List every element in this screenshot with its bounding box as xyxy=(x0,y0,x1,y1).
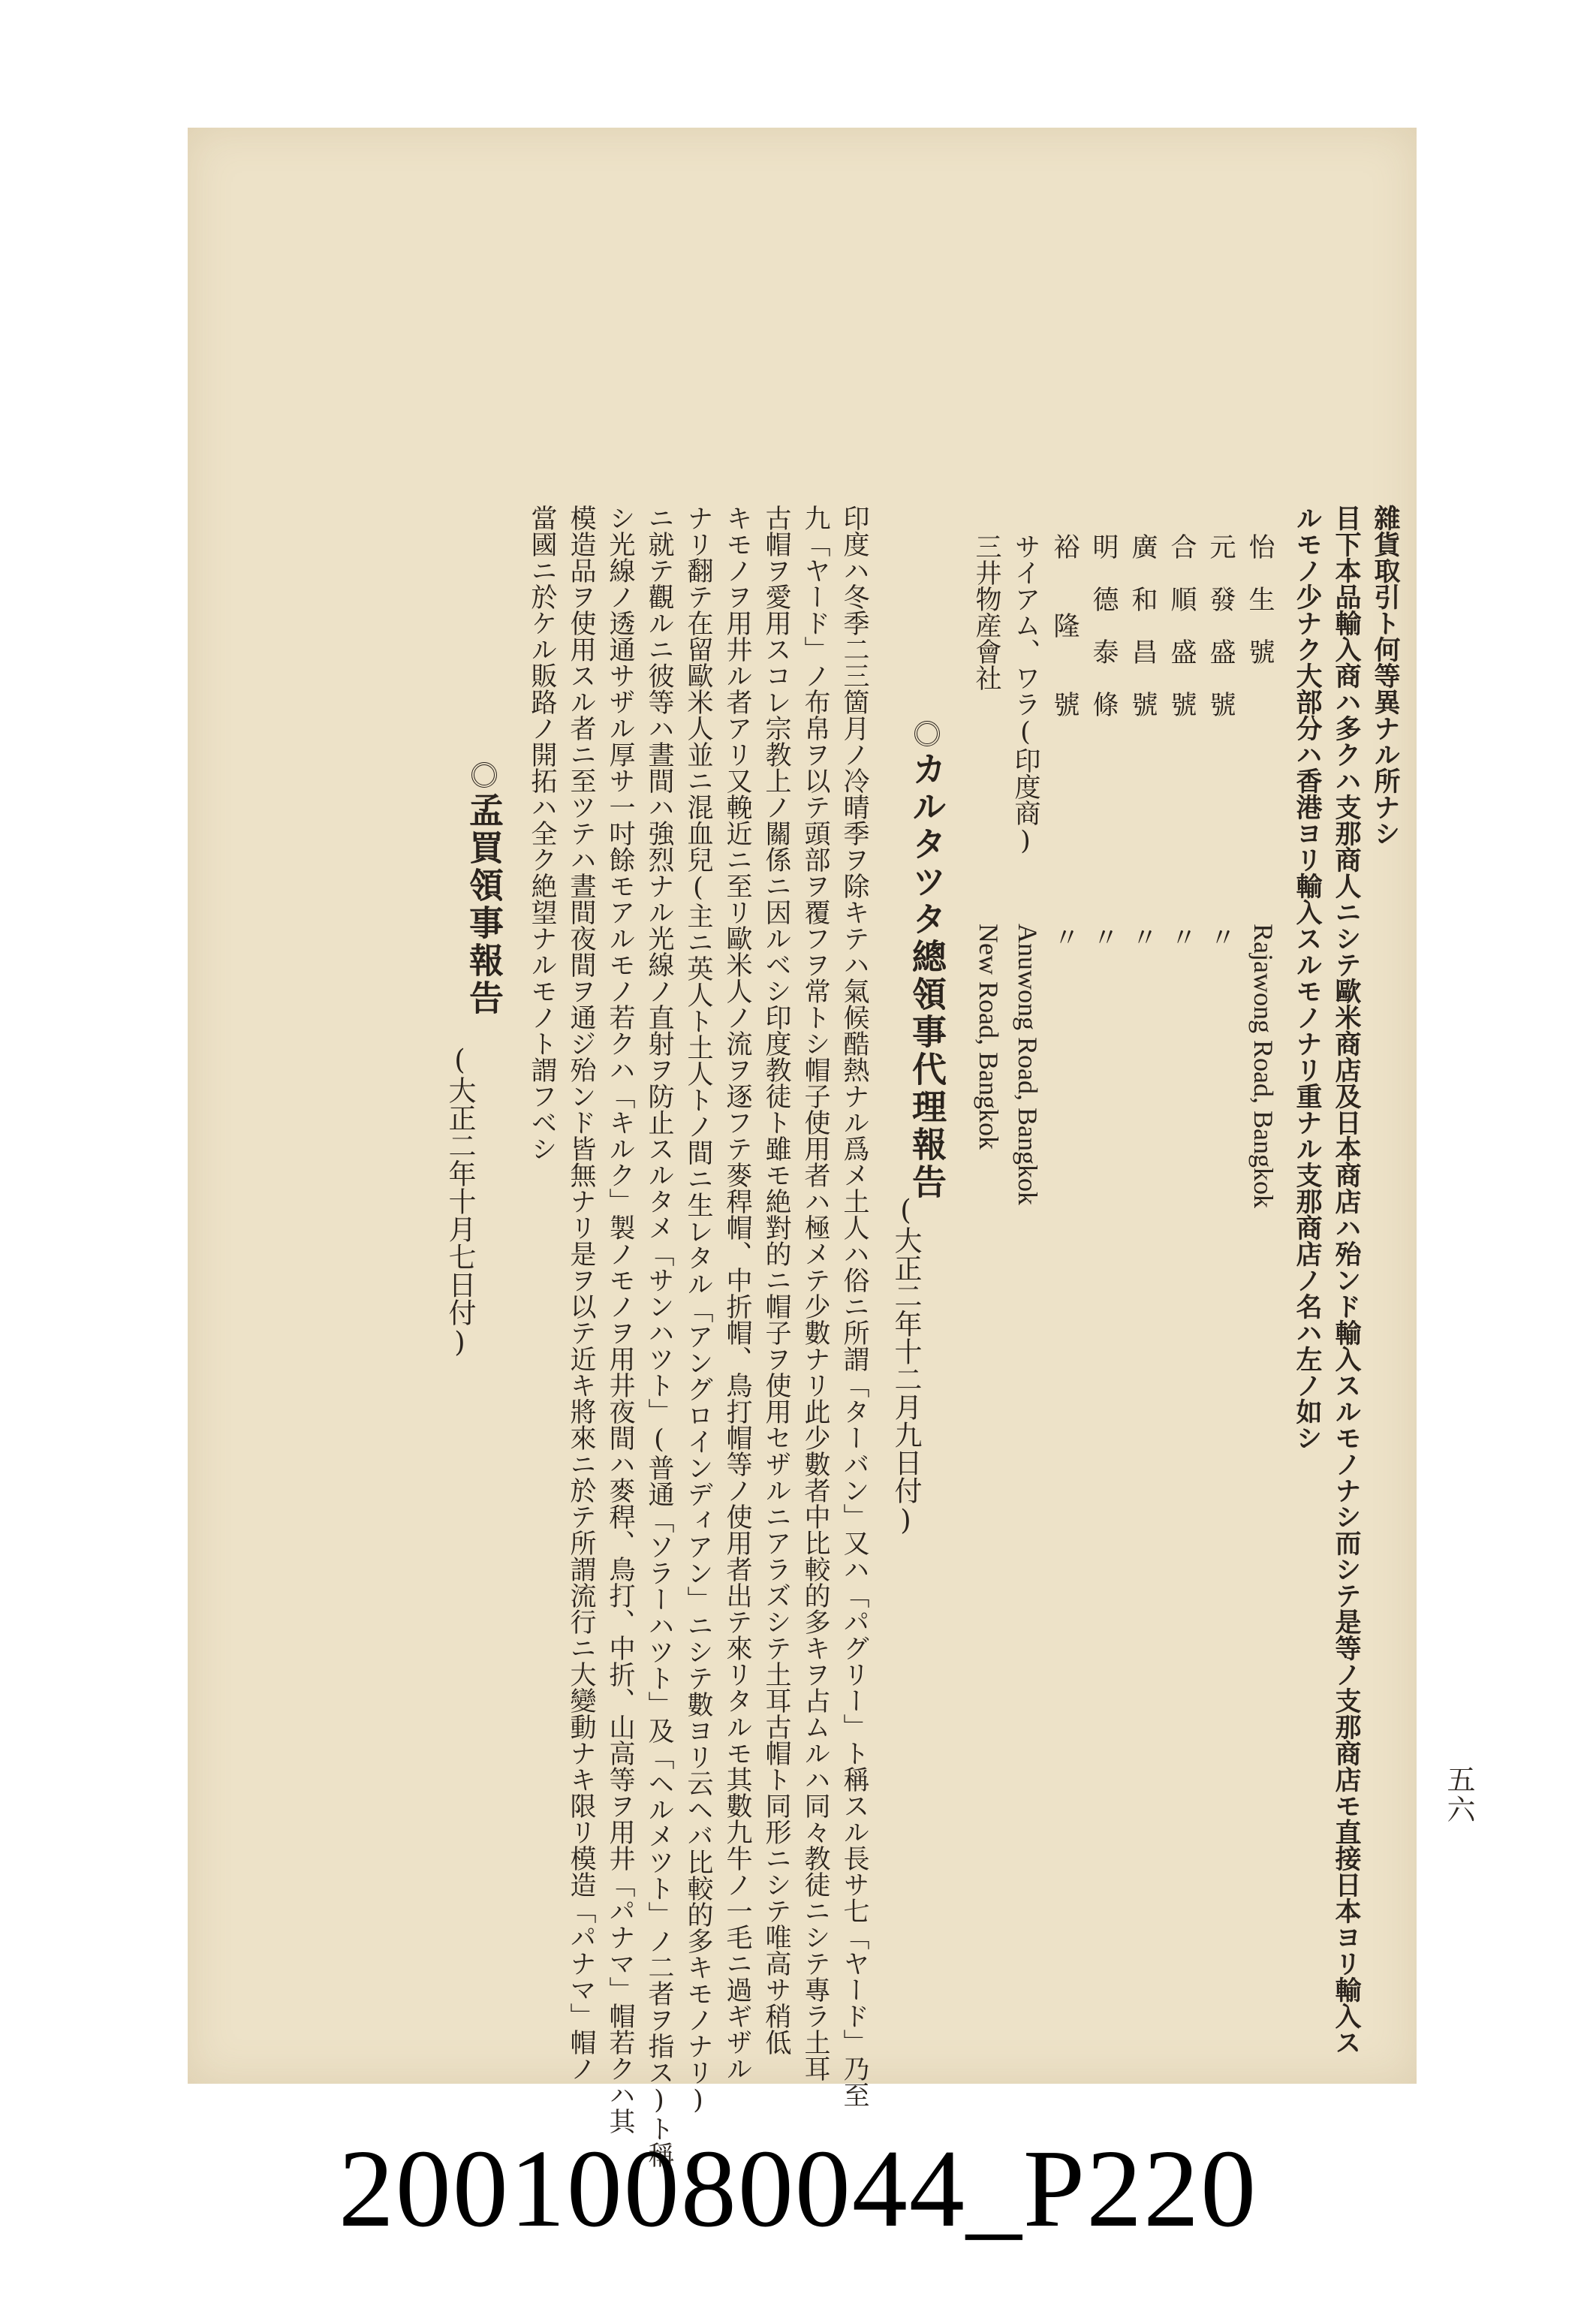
section-date: (大正二年十月七日付) xyxy=(444,1044,476,1358)
text-line: ナリ翻テ在留歐米人並ニ混血兒(主ニ英人ト土人トノ間ニ生レタル「アングロインディアン」ニシテ數ヨリ云ヘバ比較的多キモノナリ) xyxy=(683,505,713,2115)
section-heading xyxy=(464,762,504,1017)
text-line: 印度ハ冬季二三箇月ノ冷晴季ヲ除キテハ氣候酷熱ナル爲メ土人ハ俗ニ所謂「ターバン」又ハ「パグリー」ト稱スル長サ七「ヤード」乃至 xyxy=(839,505,869,2108)
page-number: 五六 xyxy=(1442,1765,1475,1825)
bullet-icon xyxy=(914,721,940,746)
text-line: シ光線ノ透通サザル厚サ一吋餘モアルモノ若クハ「キルク」製ノモノヲ用井夜間ハ麥稈、鳥打、中折、山高等ヲ用井「パナマ」帽若クハ其 xyxy=(605,505,635,2134)
ditto-mark: 〃 xyxy=(1089,924,1119,950)
bullet-icon xyxy=(471,762,497,788)
section-title: 孟買領事報告 xyxy=(464,792,504,1017)
merchant-name: 三井物産會社 xyxy=(971,533,1001,691)
section-heading xyxy=(907,721,947,1201)
merchant-name: サイアム、ワラ(印度商) xyxy=(1010,533,1040,856)
text-line: 古帽ヲ愛用スコレ宗教上ノ關係ニ因ルベシ印度教徒ト雖モ絶對的ニ帽子ヲ使用セザルニアラズシテ土耳古帽ト同形ニシテ唯高サ稍低 xyxy=(761,505,791,2055)
merchant-name: 合 順 盛 號 xyxy=(1167,533,1197,717)
text-line: 九「ヤード」ノ布帛ヲ以テ頭部ヲ覆フヲ常トシ帽子使用者ハ極メテ少數ナリ此少數者中比較的多キヲ占ムルハ同々教徒ニシテ專ラ土耳 xyxy=(800,505,830,2081)
merchant-name: 廣 和 昌 號 xyxy=(1128,533,1158,717)
text-line: 目下本品輸入商ハ多クハ支那商人ニシテ歐米商店及日本商店ハ殆ンド輸入スルモノナシ而シテ是等ノ支那商店モ直接日本ヨリ輸入ス xyxy=(1331,505,1362,2055)
merchant-address: Rajawong Road, Bangkok xyxy=(1248,924,1278,1208)
merchant-name: 裕 隆 號 xyxy=(1049,533,1080,717)
ditto-mark: 〃 xyxy=(1128,924,1158,950)
ditto-mark: 〃 xyxy=(1167,924,1197,950)
section-date: (大正二年十二月九日付) xyxy=(890,1194,922,1536)
ditto-mark: 〃 xyxy=(1049,924,1080,950)
merchant-name: 怡 生 號 xyxy=(1245,533,1275,665)
text-line: ニ就テ觀ルニ彼等ハ晝間ハ強烈ナル光線ノ直射ヲ防止スルタメ「サンハツト」(普通「ソラーハツト」及「ヘルメツト」ノ二者ヲ指ス)ト稱 xyxy=(644,505,674,2168)
ditto-mark: 〃 xyxy=(1206,924,1236,950)
section-title: カルタツタ總領事代理報告 xyxy=(907,751,947,1201)
text-line: 模造品ヲ使用スル者ニ至ツテハ晝間夜間ヲ通ジ殆ンド皆無ナリ是ヲ以テ近キ將來ニ於テ所謂流行ニ大變動ナキ限リ模造「パナマ」帽ノ xyxy=(566,505,596,2081)
merchant-name: 明 德 泰 條 xyxy=(1089,533,1119,717)
text-line: 當國ニ於ケル販路ノ開拓ハ全ク絶望ナルモノト謂フベシ xyxy=(527,505,557,1162)
text-line: 雜貨取引ト何等異ナル所ナシ xyxy=(1370,505,1401,846)
merchant-address: New Road, Bangkok xyxy=(974,924,1004,1150)
catalog-id: 20010080044_P220 xyxy=(338,2127,1258,2250)
merchant-address: Anuwong Road, Bangkok xyxy=(1013,924,1043,1205)
document-page xyxy=(188,128,1475,2168)
text-line: キモノヲ用井ル者アリ又輓近ニ至リ歐米人ノ流ヲ逐フテ麥稈帽、中折帽、鳥打帽等ノ使用者出テ來リタルモ其數九牛ノ一毛ニ過ギザル xyxy=(722,505,752,2081)
merchant-name: 元 發 盛 號 xyxy=(1206,533,1236,717)
text-line: ルモノ少ナク大部分ハ香港ヨリ輸入スルモノナリ重ナル支那商店ノ名ハ左ノ如シ xyxy=(1292,505,1323,1451)
